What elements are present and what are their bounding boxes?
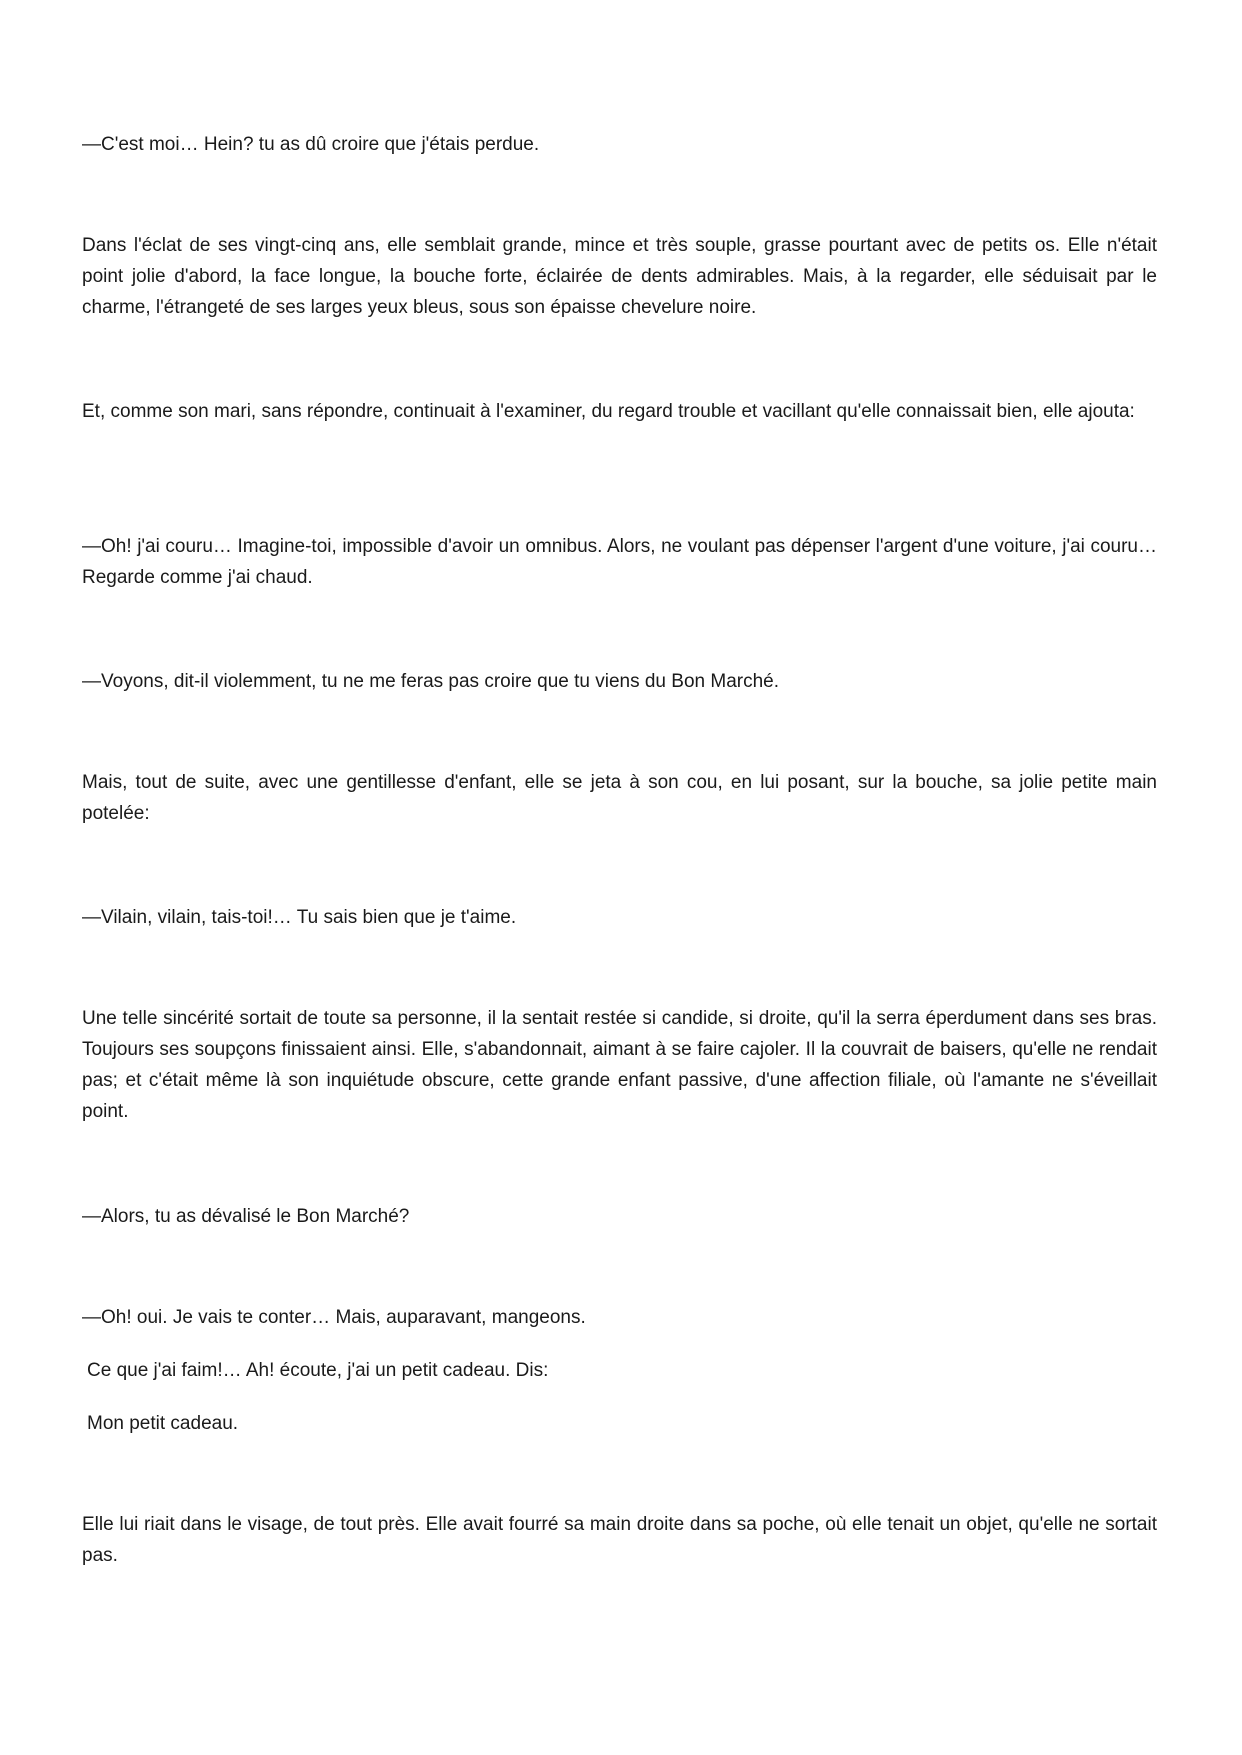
paragraph-3: Et, comme son mari, sans répondre, continuait à l'examiner, du regard trouble et vacillant qu'elle connaissait bien, elle ajouta:	[82, 401, 1135, 422]
paragraph-4: —Oh! j'ai couru… Imagine-toi, impossible d'avoir un omnibus. Alors, ne voulant pas dépenser l'argent d'une voiture, j'ai couru… Regarde comme j'ai chaud.	[82, 536, 1157, 588]
paragraph-6: Mais, tout de suite, avec une gentillesse d'enfant, elle se jeta à son cou, en lui posant, sur la bouche, sa jolie petite main potelée:	[82, 772, 1157, 824]
paragraph-13: Elle lui riait dans le visage, de tout près. Elle avait fourré sa main droite dans sa poche, où elle tenait un objet, qu'elle ne sortait pas.	[82, 1514, 1157, 1566]
paragraph-7: —Vilain, vilain, tais-toi!… Tu sais bien que je t'aime.	[82, 907, 517, 928]
paragraph-11: Ce que j'ai faim!… Ah! écoute, j'ai un petit cadeau. Dis:	[87, 1360, 549, 1381]
paragraph-1: —C'est moi… Hein? tu as dû croire que j'étais perdue.	[82, 134, 540, 155]
paragraph-8: Une telle sincérité sortait de toute sa personne, il la sentait restée si candide, si droite, qu'il la serra éperdument dans ses bras. Toujours ses soupçons finissaient ainsi. Elle, s'abandonnait, aimant à se faire cajoler. Il la couvrait de baisers, qu'elle ne rendait pas; et c'était même là son inquiétude obscure, cette grande enfant passive, d'une affection filiale, où l'amante ne s'éveillait point.	[82, 1008, 1157, 1122]
paragraph-10: —Oh! oui. Je vais te conter… Mais, auparavant, mangeons.	[82, 1307, 586, 1328]
paragraph-2: Dans l'éclat de ses vingt-cinq ans, elle semblait grande, mince et très souple, grasse pourtant avec de petits os. Elle n'était point jolie d'abord, la face longue, la bouche forte, éclairée de dents admirables. Mais, à la regarder, elle séduisait par le charme, l'étrangeté de ses larges yeux bleus, sous son épaisse chevelure noire.	[82, 235, 1157, 318]
paragraph-5: —Voyons, dit-il violemment, tu ne me feras pas croire que tu viens du Bon Marché.	[82, 671, 779, 692]
paragraph-12: Mon petit cadeau.	[87, 1413, 239, 1434]
paragraph-9: —Alors, tu as dévalisé le Bon Marché?	[82, 1206, 410, 1227]
